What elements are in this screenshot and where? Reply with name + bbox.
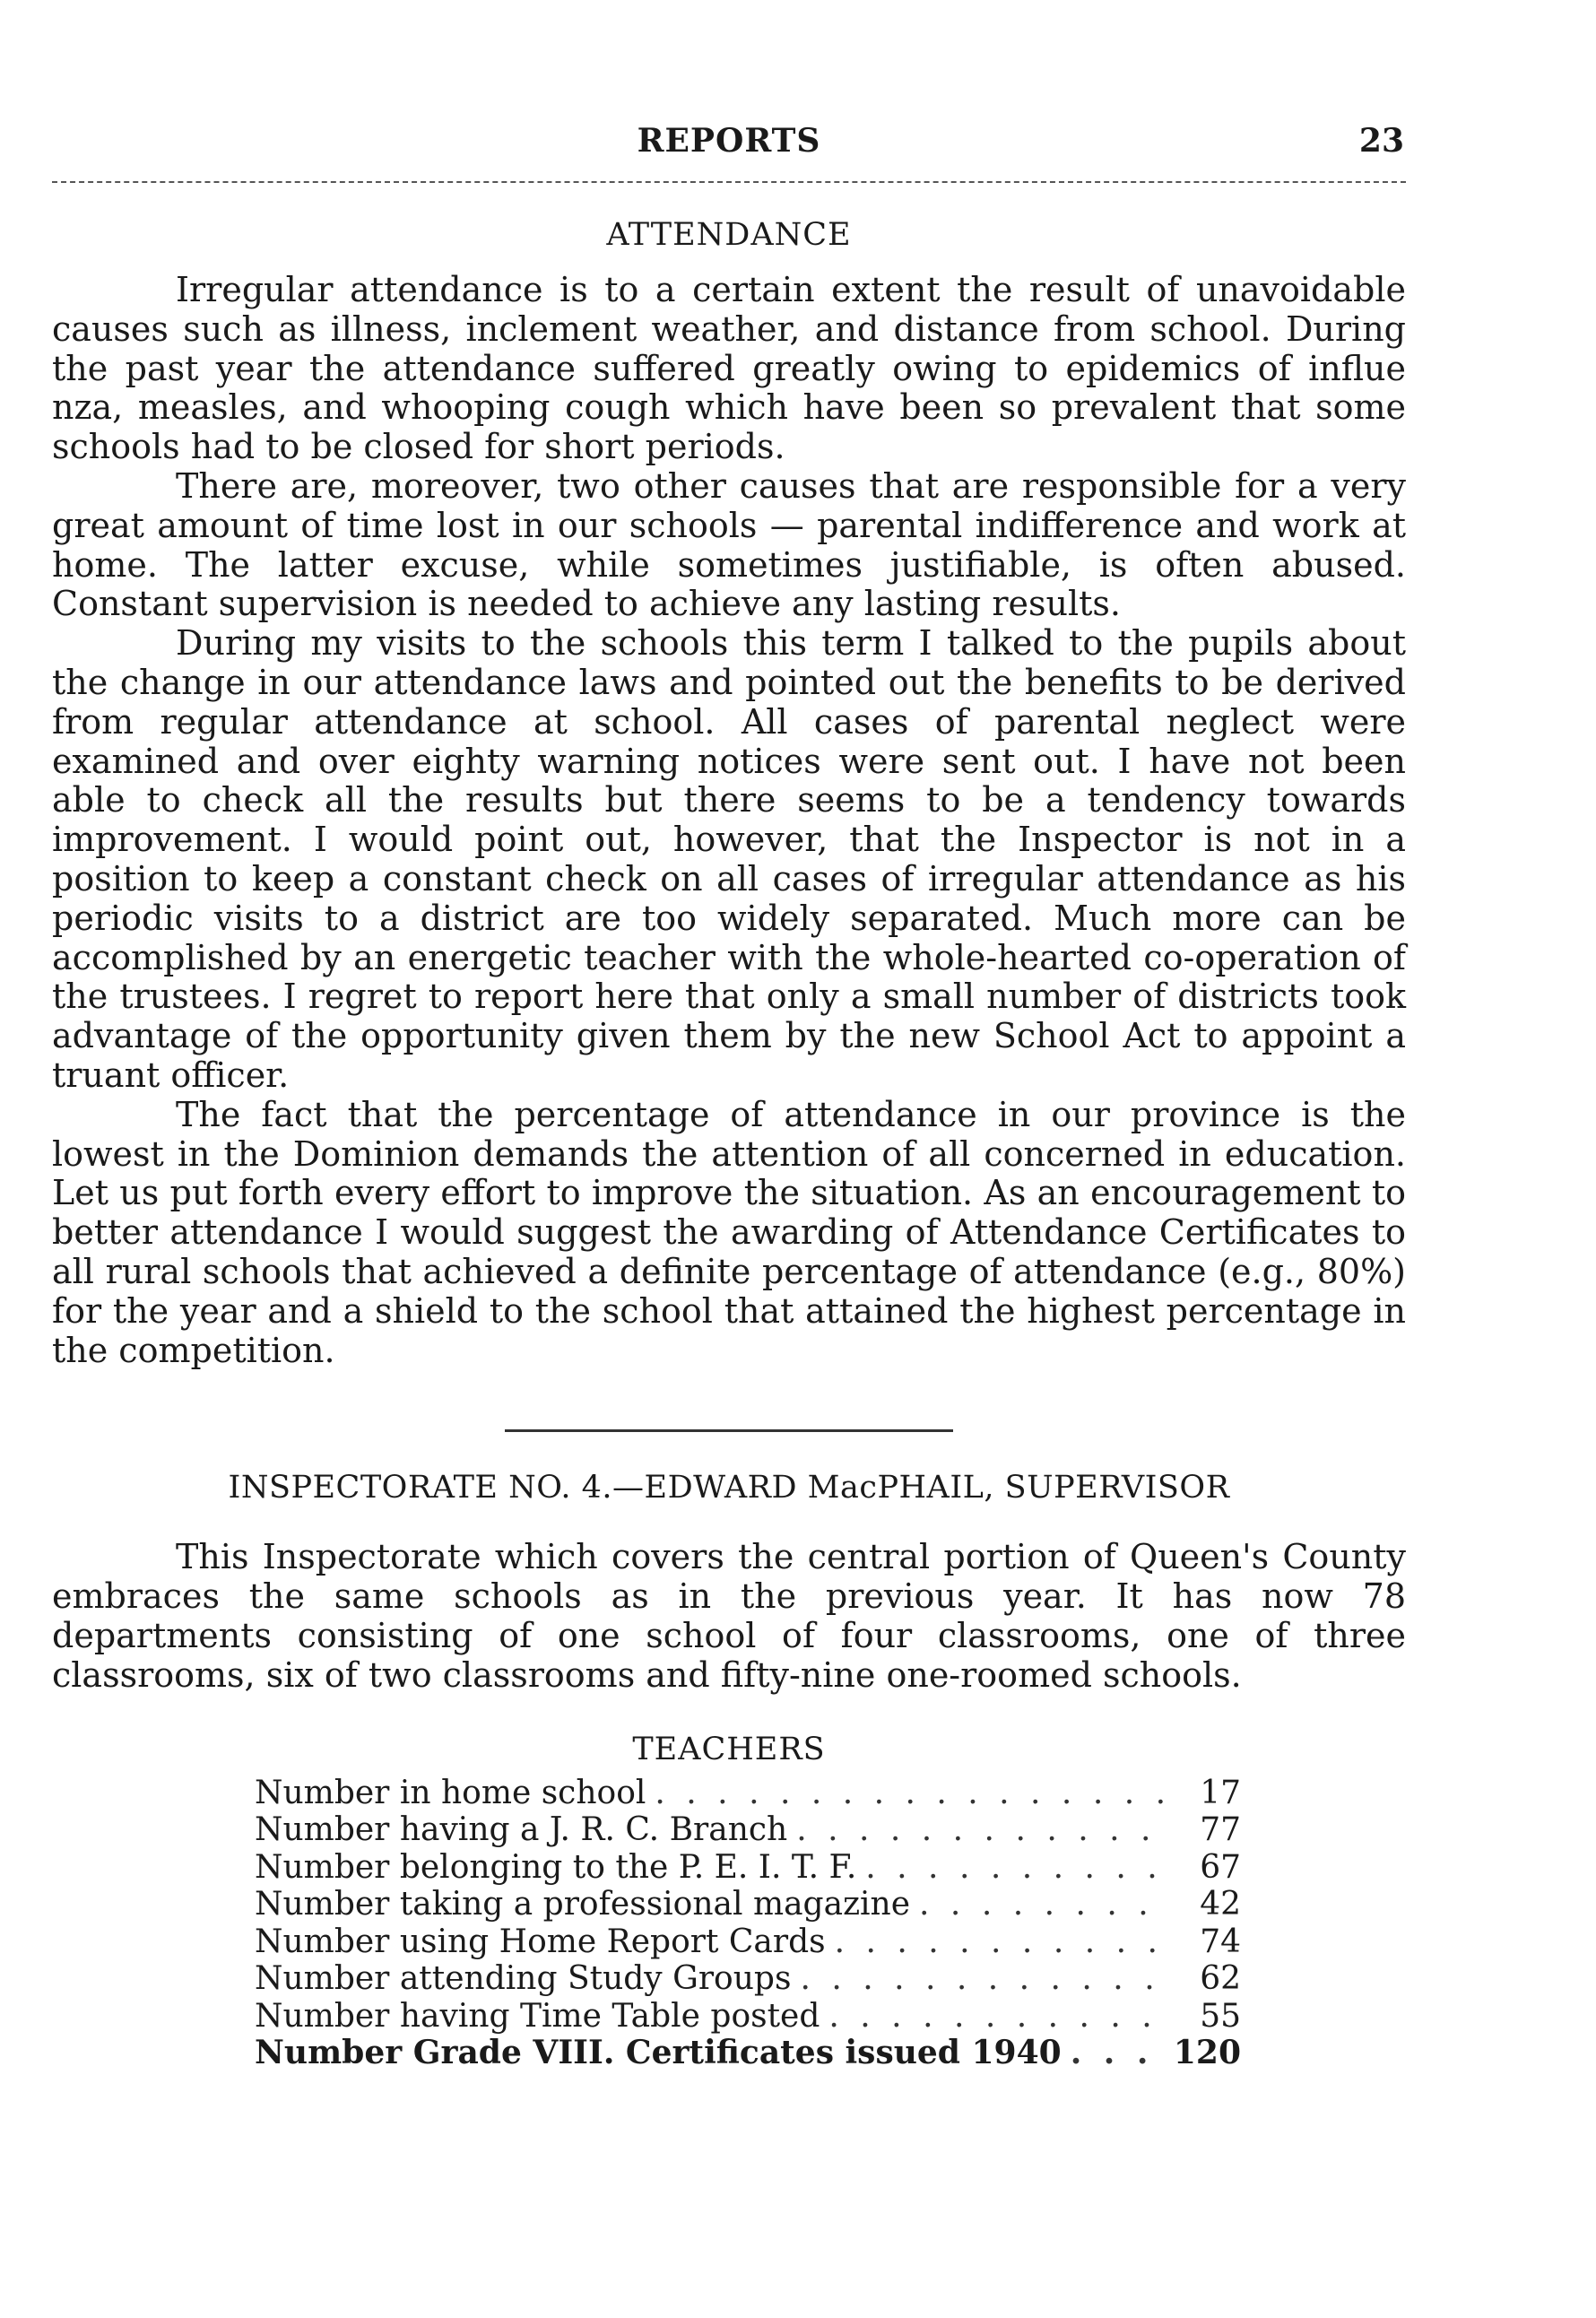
dot-leader bbox=[796, 1811, 1169, 1849]
page-number: 23 bbox=[1358, 122, 1404, 160]
row-value: 120 bbox=[1173, 2034, 1241, 2071]
attendance-paragraph: There are, moreover, two other causes that are responsible for a very great amount of time lost in our schools — parental indifference and work at home. The latter excuse, while sometimes justifiable, is often abused. Constant supervision is needed to achieve any lasting results. bbox=[52, 465, 1406, 624]
dot-leader bbox=[835, 1923, 1169, 1961]
dot-leader bbox=[800, 1960, 1169, 1998]
row-value: 74 bbox=[1200, 1923, 1241, 1960]
table-row bbox=[255, 2035, 1241, 2072]
row-label: Number having a J. R. C. Branch bbox=[255, 1811, 788, 1848]
row-value: 42 bbox=[1200, 1886, 1241, 1923]
teachers-heading: TEACHERS bbox=[632, 1731, 826, 1767]
row-value: 77 bbox=[1200, 1811, 1241, 1848]
row-value: 55 bbox=[1200, 1997, 1241, 2035]
table-row bbox=[255, 1886, 1241, 1923]
inspectorate-title: INSPECTORATE NO. 4.—EDWARD MacPHAIL, SUPERVISOR bbox=[228, 1470, 1230, 1506]
row-label: Number in home school bbox=[255, 1774, 646, 1811]
table-row bbox=[255, 1849, 1241, 1887]
row-label: Number belonging to the P. E. I. T. F. bbox=[255, 1848, 857, 1886]
dot-leader bbox=[919, 1886, 1169, 1923]
attendance-paragraph: During my visits to the schools this term I talked to the pupils about the change in our attendance laws and pointed out the benefits to be derived from regular attendance at school. All cases of parental neglect were examined and over eighty warning notices were sent out. I have not been able to check all the results but there seems to be a tendency towards improvement. I would point out, however, that the Inspector is not in a position to keep a constant check on all cases of irregular attendance as his periodic visits to a district are too widely separated. Much more can be accomplished by an energetic teacher with the whole-hearted co-operation of the trustees. I regret to report here that only a small number of districts took advantage of the opportunity given them by the new School Act to appoint a truant officer. bbox=[52, 623, 1406, 1095]
document-page bbox=[52, 117, 1406, 2072]
dot-leader bbox=[655, 1775, 1169, 1812]
section-divider bbox=[505, 1429, 953, 1432]
attendance-paragraph: Irregular attendance is to a certain extent the result of unavoidable causes such as illness, inclement weather, and distance from school. During the past year the attendance suffered greatly owing to epidemics of influe nza, measles, and whooping cough which have been so prevalent that some schools had to be closed for short periods. bbox=[52, 270, 1406, 467]
attendance-paragraph: The fact that the percentage of attendance in our province is the lowest in the Dominion demands the attention of all concerned in education. Let us put forth every effort to improve the situation. As an encouragement to better attendance I would suggest the awarding of Attendance Certificates to all rural schools that achieved a definite percentage of attendance (e.g., 80%) for the year and a shield to the school that attained the highest percentage in the competition. bbox=[52, 1094, 1406, 1370]
table-row bbox=[255, 1998, 1241, 2036]
dot-leader bbox=[1071, 2035, 1165, 2072]
table-row bbox=[255, 1775, 1241, 1812]
running-header bbox=[52, 117, 1406, 170]
row-label: Number taking a professional magazine bbox=[255, 1886, 911, 1923]
dot-leader bbox=[828, 1998, 1169, 2036]
table-row bbox=[255, 1811, 1241, 1849]
row-label: Number having Time Table posted bbox=[255, 1997, 820, 2035]
row-label: Number Grade VIII. Certificates issued 1940 bbox=[255, 2034, 1062, 2071]
attendance-title: ATTENDANCE bbox=[606, 217, 852, 253]
inspectorate-paragraph: This Inspectorate which covers the central portion of Queen's County embraces the same schools as in the previous year. It has now 78 departments consisting of one school of four classrooms, one of three classrooms, six of two classrooms and fifty-nine one-roomed schools. bbox=[52, 1537, 1406, 1695]
row-value: 62 bbox=[1200, 1960, 1241, 1997]
row-value: 17 bbox=[1200, 1774, 1241, 1811]
running-title: REPORTS bbox=[637, 122, 821, 160]
row-value: 67 bbox=[1200, 1848, 1241, 1886]
row-label: Number attending Study Groups bbox=[255, 1960, 792, 1997]
table-row bbox=[255, 1960, 1241, 1998]
header-rule bbox=[52, 181, 1406, 183]
table-row bbox=[255, 1923, 1241, 1961]
row-label: Number using Home Report Cards bbox=[255, 1923, 826, 1960]
dot-leader bbox=[865, 1849, 1169, 1887]
teachers-table bbox=[255, 1775, 1241, 2072]
